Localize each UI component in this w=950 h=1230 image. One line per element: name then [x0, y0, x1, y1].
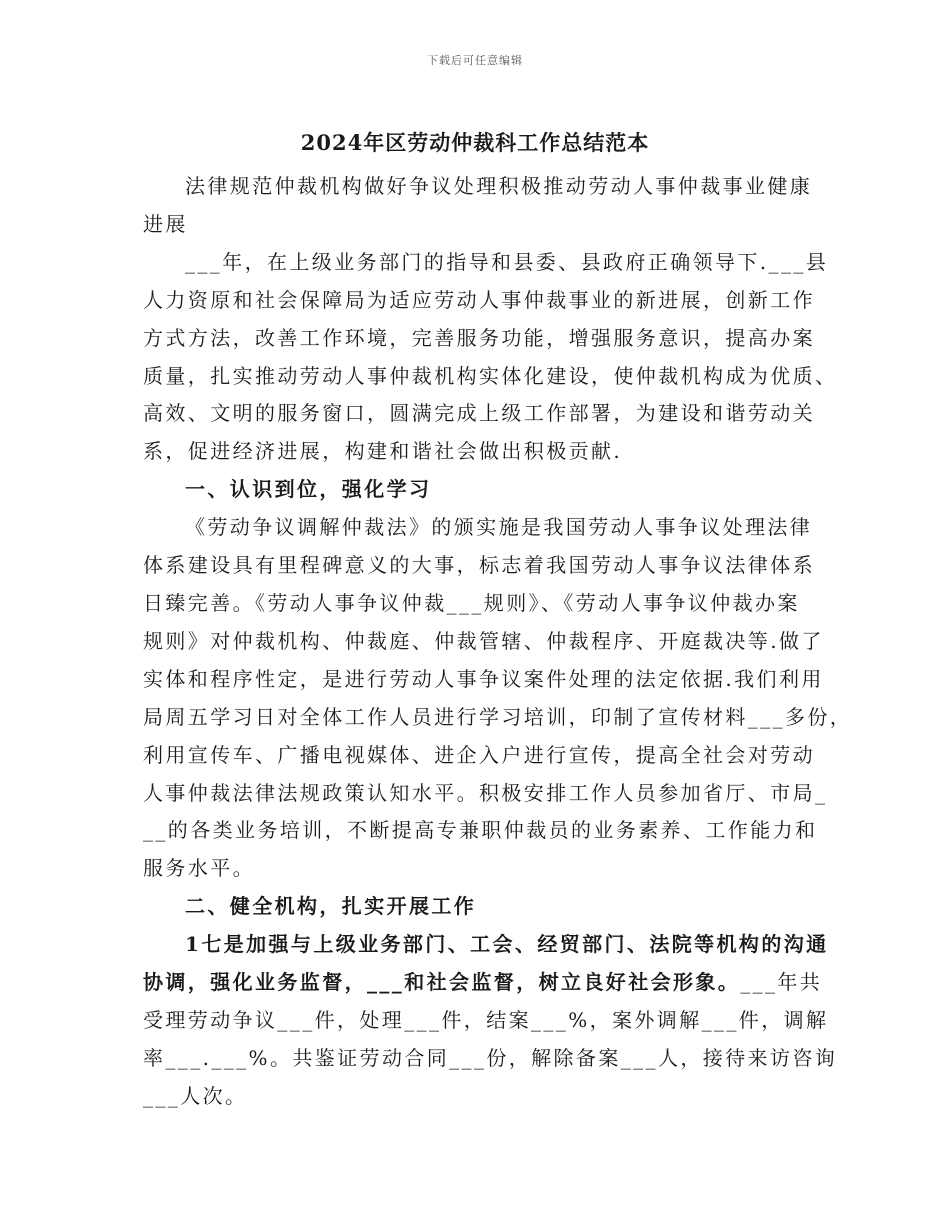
document-body [143, 168, 853, 1116]
text-line: 质量，扎实推动劳动人事仲裁机构实体化建设，使仲裁机构成为优质、 [143, 363, 838, 388]
heading-text: 一、认识到位，强化学习 [185, 477, 432, 502]
text-line: 进展 [143, 211, 188, 236]
text-fragment: ___年共 [740, 970, 823, 995]
text-line: __的各类业务培训，不断提高专兼职仲裁员的业务素养、工作能力和 [143, 818, 818, 843]
text-line: 人事仲裁法律法规政策认知水平。积极安排工作人员参加省厅、市局_ [143, 780, 828, 805]
text-line: 日臻完善。《劳动人事争议仲裁___规则》、《劳动人事争议仲裁办案 [143, 590, 800, 615]
paragraph-intro [143, 244, 838, 471]
heading-text: 二、健全机构，扎实开展工作 [185, 894, 477, 919]
bold-fragment: 协调，强化业务监督，___和社会监督，树立良好社会形象。 [143, 970, 741, 995]
text-line: 高效、文明的服务窗口，圆满完成上级工作部署，为建设和谐劳动关 [143, 401, 815, 426]
paragraph-subtitle [143, 168, 811, 244]
text-line: ___人次。 [143, 1083, 248, 1108]
text-line: 系，促进经济进展，构建和谐社会做出积极贡献. [143, 439, 623, 464]
document-title: 2024年区劳动仲裁科工作总结范本 [300, 130, 650, 155]
text-line: 人力资原和社会保障局为适应劳动人事仲裁事业的新进展，创新工作 [143, 287, 815, 312]
paragraph-study [143, 509, 853, 888]
text-line: 规则》对仲裁机构、仲裁庭、仲裁管辖、仲裁程序、开庭裁决等.做了 [143, 628, 824, 653]
mixed-line [143, 964, 823, 1002]
text-line: 受理劳动争议___件，处理___件，结案___%，案外调解___件，调解 [143, 1007, 829, 1032]
text-line: 服务水平。 [143, 856, 255, 881]
section-heading-2 [143, 888, 811, 926]
text-line: 率___.___%。共鉴证劳动合同___份，解除备案___人，接待来访咨询 [143, 1045, 838, 1070]
text-line: 体系建设具有里程碑意义的大事，标志着我国劳动人事争议法律体系 [143, 553, 815, 578]
section-heading-1 [143, 471, 811, 509]
text-line: 局周五学习日对全体工作人员进行学习培训，印制了宣传材料___多份， [143, 704, 853, 729]
text-line: ___年，在上级业务部门的指导和县委、县政府正确领导下.___县 [185, 249, 829, 274]
header-note: 下载后可任意编辑 [427, 54, 523, 67]
text-line: 实体和程序性定，是进行劳动人事争议案件处理的法定依据.我们利用 [143, 666, 824, 691]
text-line: 利用宣传车、广播电视媒体、进企入户进行宣传，提高全社会对劳动 [143, 742, 815, 767]
bold-line: 1七是加强与上级业务部门、工会、经贸部门、法院等机构的沟通 [185, 932, 829, 957]
text-line: 法律规范仲裁机构做好争议处理积极推动劳动人事仲裁事业健康 [185, 174, 813, 198]
text-line: 《劳动争议调解仲裁法》的颁实施是我国劳动人事争议处理法律 [185, 515, 813, 540]
paragraph-statistics [143, 926, 838, 1116]
text-line: 方式方法，改善工作环境，完善服务功能，增强服务意识，提高办案 [143, 325, 815, 350]
